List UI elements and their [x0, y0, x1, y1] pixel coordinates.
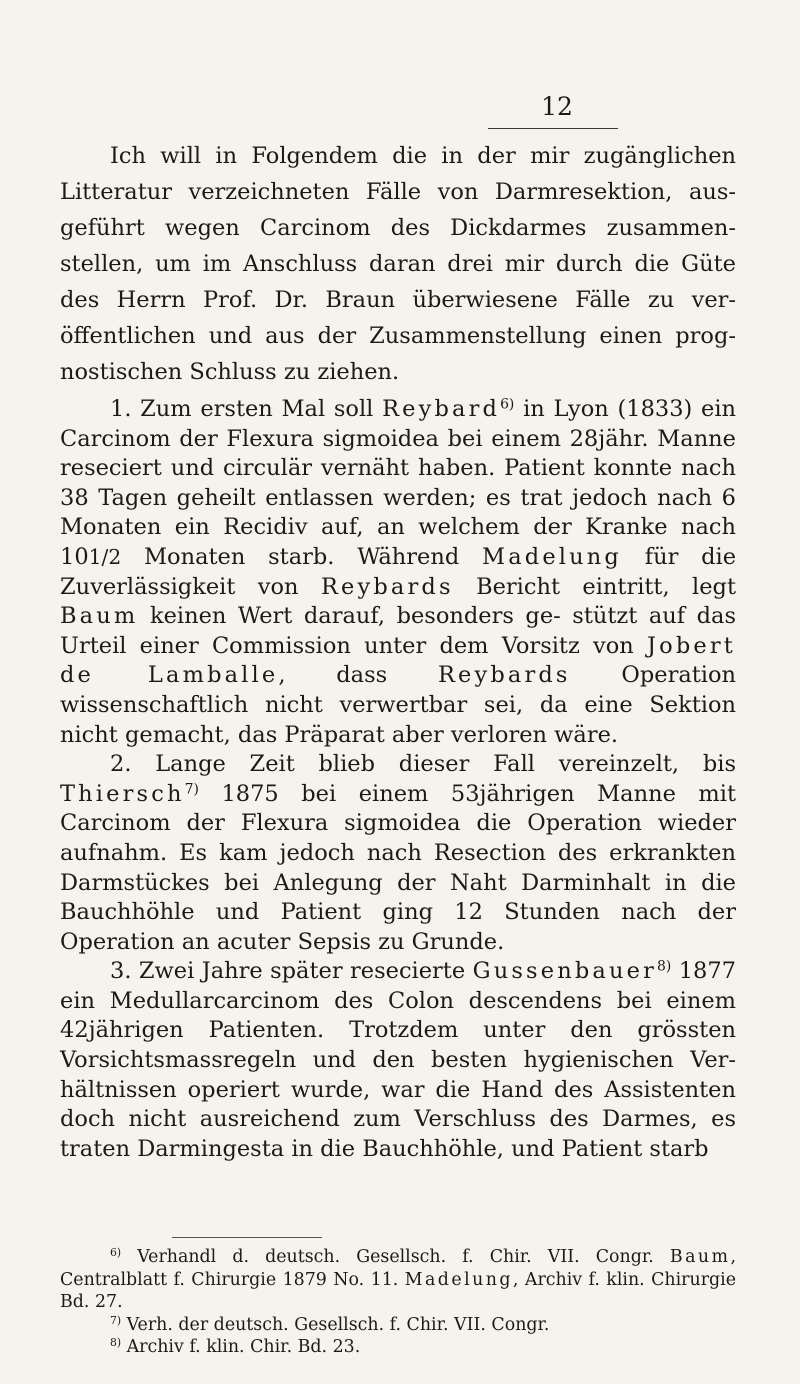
- case-2-text-b: 1875 bei einem 53jährigen Manne mit Carcinom der Flexura sigmoidea die Operation wieder aufnahm. Es kam jedoch nach Resection des erkrankten Darmstückes bei Anlegung der Naht Darminhalt in die Bauchhöhle und Patient ging 12 Stunden nach der Operation an acuter Sepsis zu Grunde.: [60, 780, 736, 955]
- page-number-rule: [488, 128, 618, 129]
- footnote-6-text-b: , Centralblatt f. Chirurgie 1879 No. 11.: [60, 1247, 737, 1290]
- page-number: 12: [541, 92, 573, 121]
- case-1-text-c: Monaten starb. Während: [144, 543, 460, 570]
- footnote-ref: 6): [500, 396, 515, 413]
- case-1-text-h: Operation wissenschaftlich nicht verwertbar sei, da eine Sektion nicht gemacht, das Präparat aber verloren wäre.: [60, 662, 737, 748]
- footnote-ref: 7): [184, 781, 199, 798]
- case-2-text-a: 2. Lange Zeit blieb dieser Fall vereinzelt, bis: [110, 751, 736, 778]
- case-1-text-d: für die Zuverlässigkeit von: [60, 543, 737, 600]
- case-1-text-a: 1. Zum ersten Mal soll: [110, 396, 374, 422]
- author-name: Baum: [669, 1247, 731, 1267]
- footnote-mark: 6): [110, 1246, 122, 1260]
- author-name: Reybards: [437, 662, 571, 689]
- fraction: 1/2: [88, 544, 122, 569]
- case-1-paragraph: [60, 395, 736, 750]
- case-1-text-f: keinen Wert darauf, besonders ge- stützt auf das Urteil einer Commission unter dem Vorsitz von: [60, 603, 736, 659]
- footnote-mark: 7): [110, 1313, 122, 1327]
- intro-paragraph: Ich will in Folgendem die in der mir zugänglichen Litteratur verzeichneten Fälle von Darmresektion, aus- geführt wegen Carcinom des Dickdarmes zusammen- stellen, um im Anschluss daran drei mir durch die Güte des Herrn Prof. Dr. Braun überwiesene Fälle zu ver- öffentlichen und aus der Zusammenstellung einen prog- nostischen Schluss zu ziehen.: [60, 143, 736, 385]
- case-3-paragraph: [60, 957, 736, 1164]
- footnote-mark: 8): [110, 1336, 122, 1350]
- author-name: Thiersch: [60, 780, 185, 807]
- author-name: Madelung: [482, 543, 622, 570]
- case-2-paragraph: [60, 750, 736, 957]
- case-1-text-e: Bericht eintritt, legt: [476, 573, 736, 600]
- footnote-7: [60, 1314, 736, 1337]
- author-name: Jobert de Lamballe: [60, 632, 736, 689]
- footnote-8: [60, 1336, 736, 1359]
- footnote-6-text-a: Verhandl d. deutsch. Gesellsch. f. Chir. VII. Congr.: [137, 1247, 654, 1267]
- footnote-6-text-c: , Archiv f. klin. Chirurgie Bd. 27.: [60, 1269, 736, 1312]
- footnote-separator: [172, 1237, 322, 1238]
- footnote-8-text: Archiv f. klin. Chir. Bd. 23.: [126, 1337, 361, 1357]
- author-name: Baum: [60, 603, 139, 630]
- footnote-7-text: Verh. der deutsch. Gesellsch. f. Chir. VII. Congr.: [126, 1314, 550, 1335]
- author-name: Reybards: [320, 573, 454, 600]
- case-3-text-b: 1877 ein Medullarcarcinom des Colon descendens bei einem 42jährigen Patienten. Trotzdem unter den grössten Vorsichtsmassregeln und den besten hygienischen Ver- hältnissen operiert wurde, war die Hand des Assistenten doch nicht ausreichend zum Verschluss des Darmes, es traten Darmingesta in die Bauchhöhle, und Patient starb: [60, 958, 736, 1162]
- footnotes: [60, 1246, 736, 1359]
- author-name: Gussenbauer: [472, 958, 657, 985]
- footnote-ref: 8): [657, 958, 672, 975]
- author-name: Madelung: [404, 1269, 513, 1290]
- footnote-6: [60, 1246, 736, 1314]
- main-text: [60, 138, 736, 1164]
- case-1-text-b: in Lyon (1833) ein Carcinom der Flexura sigmoidea bei einem 28jähr. Manne reseciert und circulär vernäht haben. Patient konnte nach 38 Tagen geheilt entlassen werden; es trat jedoch nach 6 Monaten ein Recidiv auf, an welchem der Kranke nach 10: [60, 396, 737, 570]
- case-3-text-a: 3. Zwei Jahre später resecierte: [110, 958, 466, 985]
- case-1-text-g: , dass: [278, 662, 388, 689]
- author-name: Reybard: [382, 396, 501, 422]
